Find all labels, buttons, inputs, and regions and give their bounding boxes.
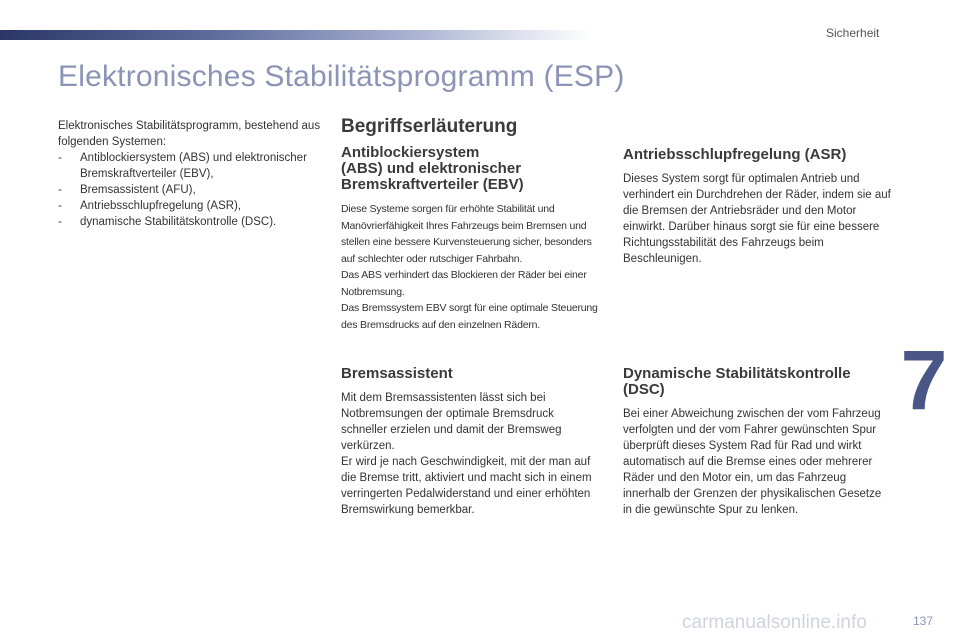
section-asr — [623, 147, 893, 267]
list-item: - Antiblockiersystem (ABS) und elektronischer Bremskraftverteiler (EBV), — [58, 152, 307, 180]
paragraph: Diese Systeme sorgen für erhöhte Stabilität und Manövrierfähigkeit Ihres Fahrzeugs beim Bremsen und stellen eine bessere Kurvensteuerung sicher, besonders auf schlechter oder rutschiger Fahrbahn. — [341, 203, 592, 265]
paragraph: Mit dem Bremsassistenten lässt sich bei Notbremsungen der optimale Bremsdruck schneller erzielen und damit der Bremsweg verkürzen. — [341, 392, 562, 452]
paragraph: Das ABS verhindert das Blockieren der Räder bei einer Notbremsung. — [341, 269, 587, 298]
bullet-dash: - — [58, 184, 62, 196]
intro-block — [58, 118, 326, 230]
intro-list — [58, 150, 326, 230]
section-label: Sicherheit — [826, 26, 880, 40]
list-item: - dynamische Stabilitätskontrolle (DSC). — [58, 216, 277, 228]
paragraph: Er wird je nach Geschwindigkeit, mit der man auf die Bremse tritt, aktiviert und macht sich in einem verringerten Pedalwiderstand und einer erhöhten Bremswirkung bemerkbar. — [341, 456, 592, 516]
intro-lead: Elektronisches Stabilitätsprogramm, bestehend aus folgenden Systemen: — [58, 120, 321, 148]
bullet-dash: - — [58, 152, 62, 164]
paragraph: Bei einer Abweichung zwischen der vom Fahrzeug verfolgten und der vom Fahrer gewünschten Spur überprüft dieses System Rad für Rad und wirkt automatisch auf die Bremse eines oder mehrerer Räder und den Motor ein, um das Fahrzeug innerhalb der Grenzen der physikalischen Gesetze in die gewünschte Spur zu lenken. — [623, 408, 882, 516]
chapter-number: 7 — [900, 333, 948, 427]
list-item: - Antriebsschlupfregelung (ASR), — [58, 200, 242, 212]
bullet-dash: - — [58, 200, 62, 212]
section-bremsassistent — [341, 366, 603, 518]
section-heading: Bremsassistent — [341, 365, 453, 382]
glossary-heading: Begriffserläuterung — [341, 116, 518, 137]
section-heading: Dynamische Stabilitätskontrolle (DSC) — [623, 365, 851, 398]
section-dsc — [623, 366, 893, 518]
paragraph: Dieses System sorgt für optimalen Antrieb und verhindert ein Durchdrehen der Räder, indem sie auf die Bremsen der Antriebsräder und den Motor einwirkt. Darüber hinaus sorgt sie für eine bessere Richtungsstabilität des Fahrzeugs beim Beschleunigen. — [623, 173, 891, 265]
page-title: Elektronisches Stabilitätsprogramm (ESP) — [58, 60, 625, 93]
section-abs-ebv — [341, 145, 603, 333]
header-gradient-bar — [0, 30, 590, 40]
watermark: carmanualsonline.info — [682, 612, 867, 633]
page-number: 137 — [913, 614, 934, 628]
section-heading: Antriebsschlupfregelung (ASR) — [623, 146, 847, 163]
bullet-dash: - — [58, 216, 62, 228]
paragraph: Das Bremssystem EBV sorgt für eine optimale Steuerung des Bremsdrucks auf den einzelnen Rädern. — [341, 302, 598, 331]
section-heading: Antiblockiersystem (ABS) und elektronischer Bremskraftverteiler (EBV) — [341, 144, 524, 193]
list-item: - Bremsassistent (AFU), — [58, 184, 196, 196]
